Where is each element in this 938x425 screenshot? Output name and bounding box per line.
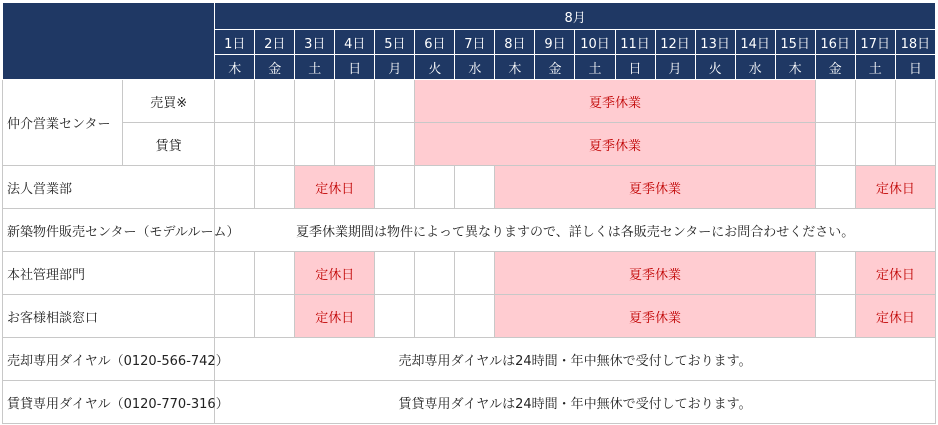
weekday-cell: 木 — [495, 55, 535, 80]
weekday-cell: 日 — [335, 55, 375, 80]
day-cell — [215, 166, 255, 209]
day-cell — [255, 80, 295, 123]
day-cell — [815, 252, 855, 295]
row-label-chintai-dial: 賃貸専用ダイヤル（0120-770-316） — [3, 381, 215, 424]
date-cell: 17日 — [855, 30, 895, 55]
weekday-cell: 木 — [215, 55, 255, 80]
day-cell — [855, 80, 895, 123]
day-cell — [375, 295, 415, 338]
date-cell: 7日 — [455, 30, 495, 55]
day-cell — [255, 123, 295, 166]
date-cell: 11日 — [615, 30, 655, 55]
weekday-cell: 日 — [895, 55, 935, 80]
date-cell: 16日 — [815, 30, 855, 55]
day-cell — [295, 80, 335, 123]
regular-holiday-block: 定休日 — [295, 252, 375, 295]
row-label-honsha: 本社管理部門 — [3, 252, 215, 295]
date-cell: 12日 — [655, 30, 695, 55]
summer-holiday-block: 夏季休業 — [415, 123, 815, 166]
day-cell — [815, 166, 855, 209]
table-row — [3, 166, 936, 209]
summer-holiday-block: 夏季休業 — [495, 252, 815, 295]
row-sublabel-chintai: 賃貸 — [123, 123, 215, 166]
day-cell — [375, 166, 415, 209]
day-cell — [375, 123, 415, 166]
weekday-cell: 金 — [815, 55, 855, 80]
day-cell — [375, 80, 415, 123]
day-cell — [815, 80, 855, 123]
row-label-okyaku: お客様相談窓口 — [3, 295, 215, 338]
table-row — [3, 123, 936, 166]
regular-holiday-block: 定休日 — [855, 252, 935, 295]
date-cell: 15日 — [775, 30, 815, 55]
table-row — [3, 80, 936, 123]
date-cell: 9日 — [535, 30, 575, 55]
weekday-cell: 金 — [255, 55, 295, 80]
date-cell: 6日 — [415, 30, 455, 55]
weekday-cell: 土 — [575, 55, 615, 80]
weekday-cell: 土 — [855, 55, 895, 80]
summer-holiday-block: 夏季休業 — [495, 295, 815, 338]
month-header: 8月 — [215, 3, 936, 30]
day-cell — [895, 123, 935, 166]
note-shinchiku: 夏季休業期間は物件によって異なりますので、詳しくは各販売センターにお問合わせください。 — [215, 209, 936, 252]
date-cell: 3日 — [295, 30, 335, 55]
date-cell: 13日 — [695, 30, 735, 55]
weekday-cell: 土 — [295, 55, 335, 80]
header-corner — [3, 3, 215, 80]
day-cell — [415, 295, 455, 338]
weekday-cell: 月 — [375, 55, 415, 80]
weekday-cell: 水 — [735, 55, 775, 80]
table-row — [3, 252, 936, 295]
day-cell — [455, 252, 495, 295]
day-cell — [855, 123, 895, 166]
row-label-baikyaku-dial: 売却専用ダイヤル（0120-566-742） — [3, 338, 215, 381]
regular-holiday-block: 定休日 — [295, 166, 375, 209]
row-sublabel-baibai: 売買※ — [123, 80, 215, 123]
note-chintai-dial: 賃貸専用ダイヤルは24時間・年中無休で受付しております。 — [215, 381, 936, 424]
day-cell — [255, 252, 295, 295]
day-cell — [255, 295, 295, 338]
day-cell — [215, 123, 255, 166]
day-cell — [455, 166, 495, 209]
summer-holiday-block: 夏季休業 — [415, 80, 815, 123]
day-cell — [335, 123, 375, 166]
weekday-cell: 火 — [695, 55, 735, 80]
day-cell — [295, 123, 335, 166]
summer-holiday-block: 夏季休業 — [495, 166, 815, 209]
weekday-cell: 水 — [455, 55, 495, 80]
note-baikyaku-dial: 売却専用ダイヤルは24時間・年中無休で受付しております。 — [215, 338, 936, 381]
date-cell: 4日 — [335, 30, 375, 55]
weekday-cell: 木 — [775, 55, 815, 80]
table-row — [3, 381, 936, 424]
summer-holiday-schedule-table — [2, 2, 936, 424]
weekday-cell: 金 — [535, 55, 575, 80]
day-cell — [455, 295, 495, 338]
day-cell — [215, 295, 255, 338]
day-cell — [375, 252, 415, 295]
day-cell — [215, 252, 255, 295]
day-cell — [415, 166, 455, 209]
date-cell: 18日 — [895, 30, 935, 55]
date-cell: 8日 — [495, 30, 535, 55]
weekday-cell: 火 — [415, 55, 455, 80]
row-label-shinchiku: 新築物件販売センター（モデルルーム） — [3, 209, 215, 252]
day-cell — [255, 166, 295, 209]
day-cell — [895, 80, 935, 123]
regular-holiday-block: 定休日 — [295, 295, 375, 338]
day-cell — [415, 252, 455, 295]
row-label-hojin: 法人営業部 — [3, 166, 215, 209]
date-cell: 10日 — [575, 30, 615, 55]
date-cell: 1日 — [215, 30, 255, 55]
table-row — [3, 209, 936, 252]
day-cell — [215, 80, 255, 123]
day-cell — [335, 80, 375, 123]
date-cell: 2日 — [255, 30, 295, 55]
date-cell: 14日 — [735, 30, 775, 55]
regular-holiday-block: 定休日 — [855, 166, 935, 209]
weekday-cell: 月 — [655, 55, 695, 80]
table-row — [3, 295, 936, 338]
date-cell: 5日 — [375, 30, 415, 55]
table-row — [3, 338, 936, 381]
day-cell — [815, 295, 855, 338]
day-cell — [815, 123, 855, 166]
weekday-cell: 日 — [615, 55, 655, 80]
regular-holiday-block: 定休日 — [855, 295, 935, 338]
row-label-chukai: 仲介営業センター — [3, 80, 123, 166]
